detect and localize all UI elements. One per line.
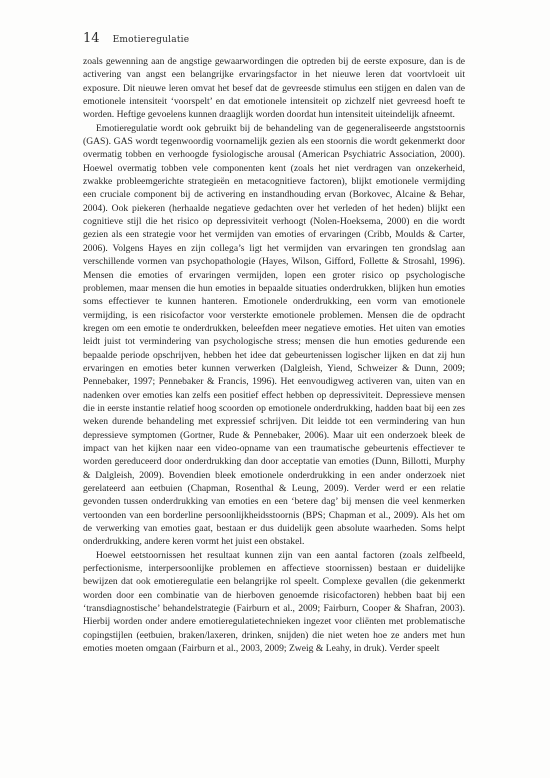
paragraph: Emotieregulatie wordt ook gebruikt bij de behandeling van de gegeneraliseerde angststoornis (GAS). GAS wordt tegenwoordig voornamelijk gezien als een stoornis die wordt gekenmerkt door overmatig tobben en verhoogde fysiologische arousal (American Psychiatric Association, 2000). Hoewel overmatig tobben vele componenten kent (zoals het niet verdragen van onzekerheid, zwakke probleemgerichte strategieën en metacognitieve factoren), blijkt emotionele vermijding een cruciale component bij de activering en instandhouding ervan (Borkovec, Alcaine & Behar, 2004). Ook piekeren (herhaalde negatieve gedachten over het verleden of het heden) blijkt een cognitieve stijl die het risico op depressiviteit verhoogt (Nolen-Hoeksema, 2000) en die wordt gezien als een strategie voor het vermijden van emoties of ervaringen (Cribb, Moulds & Carter, 2006). Volgens Hayes en zijn collega’s ligt het vermijden van ervaringen ten grondslag aan verschillende vormen van psychopathologie (Hayes, Wilson, Gifford, Follette & Strosahl, 1996). Mensen die emoties of ervaringen vermijden, lopen een groter risico op psychologische problemen, maar mensen die hun emoties in bepaalde situaties onderdrukken, blijken hun emoties soms effectiever te kunnen hanteren. Emotionele onderdrukking, een vorm van emotionele vermijding, is een risicofactor voor versterkte emotionele problemen. Mensen die de opdracht kregen om een emotie te onderdrukken, beleefden meer negatieve emoties. Het uiten van emoties leidt juist tot vermindering van psychologische stress; mensen die hun emoties gedurende een bepaalde periode opschrijven, hebben het idee dat gebeurtenissen logischer lijken en dat zij hun ervaringen en emoties beter kunnen verwerken (Dalgleish, Yiend, Schweizer & Dunn, 2009; Pennebaker, 1997; Pennebaker & Francis, 1996). Het eenvoudigweg activeren van, uiten van en nadenken over emoties kan zelfs een positief effect hebben op depressiviteit. Depressieve mensen die in eerste instantie relatief hoog scoorden op emotionele onderdrukking, hadden baat bij een zes weken durende behandeling met expressief schrijven. Dit leidde tot een vermindering van hun depressieve symptomen (Gortner, Rude & Pennebaker, 2006). Maar uit een onderzoek bleek de impact van het kijken naar een video-opname van een traumatische gebeurtenis effectiever te worden gereduceerd door onderdrukking dan door acceptatie van emoties (Dunn, Billotti, Murphy & Dalgleish, 2009). Bovendien bleek emotionele onderdrukking in een ander onderzoek niet gerelateerd aan eetbuien (Chapman, Rosenthal & Leung, 2009). Verder werd er een relatie gevonden tussen onderdrukking van emoties en een ‘betere dag’ bij mensen die veel kenmerken vertoonden van een borderline persoonlijkheidsstoornis (BPS; Chapman et al., 2009). Als het om de verwerking van emoties gaat, bestaan er dus duidelijk geen absolute waarheden. Soms helpt onderdrukking, andere keren vormt het juist een obstakel. [83,122,465,548]
page-number: 14 [83,31,100,46]
paragraph: zoals gewenning aan de angstige gewaarwordingen die optreden bij de eerste exposure, dan is de activering van angst een belangrijke ervaringsfactor in het nieuwe leren dat voortvloeit uit exposure. Dit nieuwe leren omvat het besef dat de gevreesde stimulus een stijgen en dalen van de emotionele intensiteit ‘voorspelt’ en dat emotionele intensiteit op zichzelf niet gevreesd hoeft te worden. Heftige gevoelens kunnen draaglijk worden doordat hun intensiteit uiteindelijk afneemt. [83,56,465,121]
page-header [83,27,189,45]
paragraph: Hoewel eetstoornissen het resultaat kunnen zijn van een aantal factoren (zoals zelfbeeld, perfectionisme, interpersoonlijke problemen en affectieve stoornissen) bestaan er duidelijke bewijzen dat ook emotieregulatie een belangrijke rol speelt. Complexe gevallen (die gekenmerkt worden door een combinatie van de hierboven genoemde risicofactoren) hebben baat bij een ‘transdiagnostische’ behandelstrategie (Fairburn et al., 2009; Fairburn, Cooper & Shafran, 2003). Hierbij worden onder andere emotieregulatietechnieken ingezet voor cliënten met problematische copingstijlen (eetbuien, braken/laxeren, drinken, snijden) die niet weten hoe ze anders met hun emoties moeten omgaan (Fairburn et al., 2003, 2009; Zweig & Leahy, in druk). Verder speelt [83,549,465,655]
running-title: Emotieregulatie [112,35,190,45]
body-text [83,55,465,655]
